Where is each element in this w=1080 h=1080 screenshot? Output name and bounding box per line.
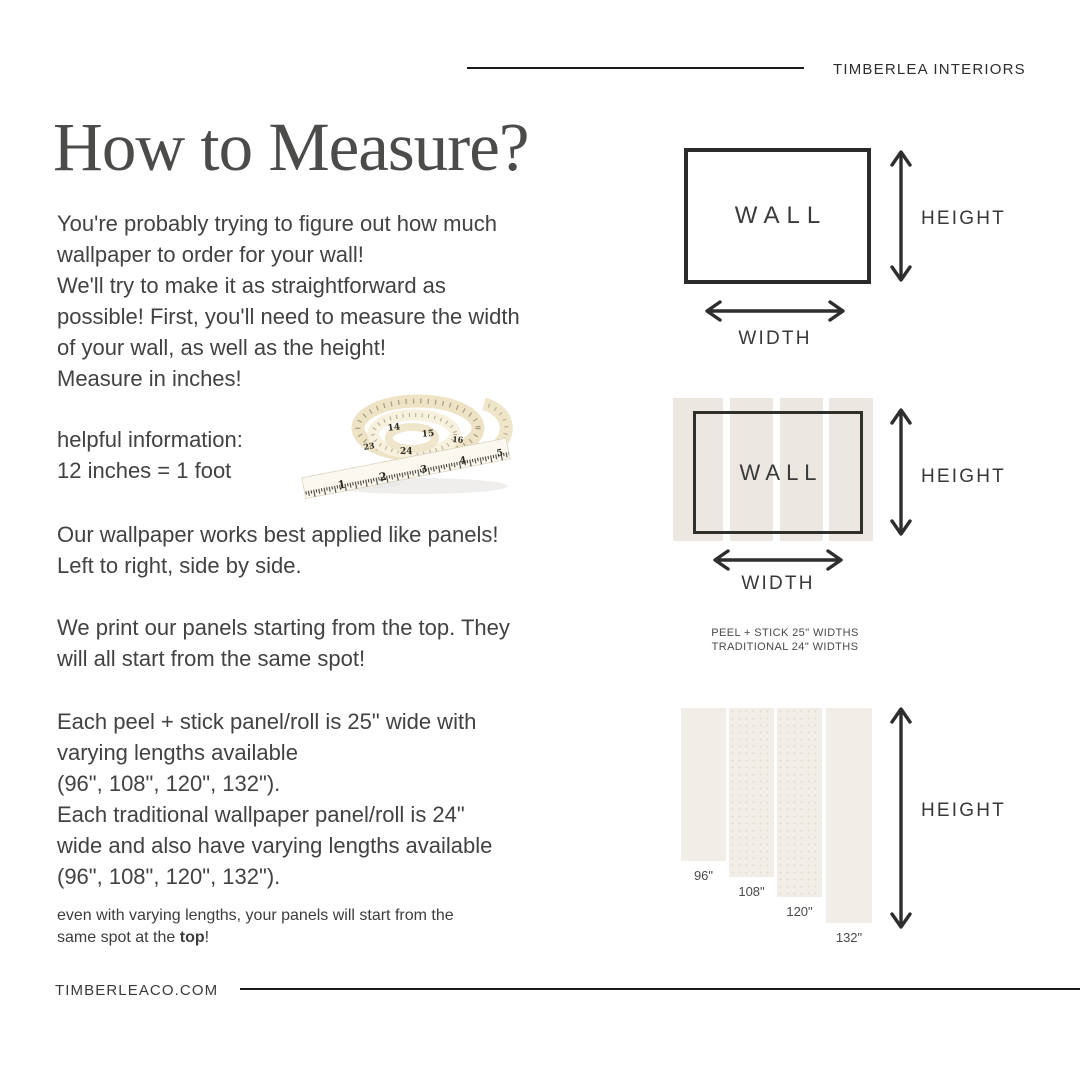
intro-paragraph	[57, 208, 577, 394]
text-line: (96", 108", 120", 132").	[57, 771, 281, 796]
svg-text:1: 1	[336, 477, 347, 492]
text-line: helpful information:	[57, 427, 243, 452]
panel-length-label: 132"	[835, 930, 863, 945]
text-line: Left to right, side by side.	[57, 553, 302, 578]
wall-label: WALL	[739, 459, 823, 485]
text-line: Each traditional wallpaper panel/roll is 24"	[57, 802, 465, 827]
widths-caption	[677, 626, 893, 654]
measuring-tape-image	[300, 384, 515, 502]
width-arrow-icon	[702, 298, 848, 324]
panels-paragraph	[57, 519, 577, 581]
wall-label: WALL	[734, 202, 828, 229]
text-line: varying lengths available	[57, 740, 298, 765]
text-line: possible! First, you'll need to measure the width	[57, 304, 520, 329]
height-label: HEIGHT	[921, 208, 1006, 229]
height-arrow-icon	[886, 147, 916, 285]
height-arrow-icon	[886, 704, 916, 932]
footnote-bold: top	[179, 929, 205, 946]
height-label: HEIGHT	[921, 466, 1006, 487]
svg-text:24: 24	[400, 447, 413, 457]
sizes-paragraph	[57, 706, 577, 892]
height-arrow-icon	[886, 405, 916, 539]
wall-diagram-plain	[684, 148, 871, 284]
svg-text:23: 23	[362, 440, 376, 452]
footnote-suffix: !	[204, 929, 210, 946]
panel-lengths-diagram	[681, 708, 872, 958]
svg-text:3: 3	[419, 463, 429, 476]
print-paragraph	[57, 612, 577, 674]
wall-outline	[693, 411, 863, 534]
website-url: TIMBERLEACO.COM	[55, 982, 219, 999]
svg-text:15: 15	[421, 428, 435, 440]
panel-length-label: 120"	[786, 904, 813, 919]
svg-text:14: 14	[387, 422, 401, 434]
height-label: HEIGHT	[921, 800, 1006, 821]
svg-text:2: 2	[377, 469, 388, 484]
width-label: WIDTH	[738, 328, 812, 349]
width-arrow-icon	[710, 547, 846, 573]
width-label: WIDTH	[741, 573, 815, 594]
svg-text:16: 16	[451, 434, 464, 445]
text-line: will all start from the same spot!	[57, 646, 366, 671]
panel-132	[826, 708, 872, 923]
brand-name: TIMBERLEA INTERIORS	[833, 61, 1026, 78]
footnote	[57, 905, 527, 949]
text-line: We'll try to make it as straightforward as	[57, 273, 446, 298]
panel-length-label: 108"	[738, 884, 765, 899]
panel-96	[681, 708, 726, 861]
text-line: Our wallpaper works best applied like panels!	[57, 522, 499, 547]
wall-diagram-panels	[673, 398, 873, 541]
caption-line: TRADITIONAL 24" WIDTHS	[711, 641, 859, 653]
text-line: wide and also have varying lengths available	[57, 833, 493, 858]
text-line: Each peel + stick panel/roll is 25" wide with	[57, 709, 477, 734]
text-line	[57, 927, 527, 949]
svg-text:4: 4	[458, 455, 468, 468]
text-line: (96", 108", 120", 132").	[57, 864, 281, 889]
footer-rule	[240, 988, 1080, 990]
text-line: We print our panels starting from the top. They	[57, 615, 510, 640]
svg-text:5: 5	[495, 448, 504, 460]
panel-108	[729, 708, 774, 877]
panel-length-label: 96"	[693, 868, 714, 883]
text-line: You're probably trying to figure out how much	[57, 211, 497, 236]
text-line: wallpaper to order for your wall!	[57, 242, 364, 267]
text-line: even with varying lengths, your panels will start from the	[57, 907, 454, 924]
page-title: How to Measure?	[53, 109, 529, 185]
panel-120	[777, 708, 822, 897]
text-line: 12 inches = 1 foot	[57, 458, 232, 483]
footnote-prefix: same spot at the	[57, 929, 180, 946]
caption-line: PEEL + STICK 25" WIDTHS	[711, 627, 859, 639]
text-line: Measure in inches!	[57, 366, 242, 391]
text-line: of your wall, as well as the height!	[57, 335, 386, 360]
header-rule	[467, 67, 804, 69]
